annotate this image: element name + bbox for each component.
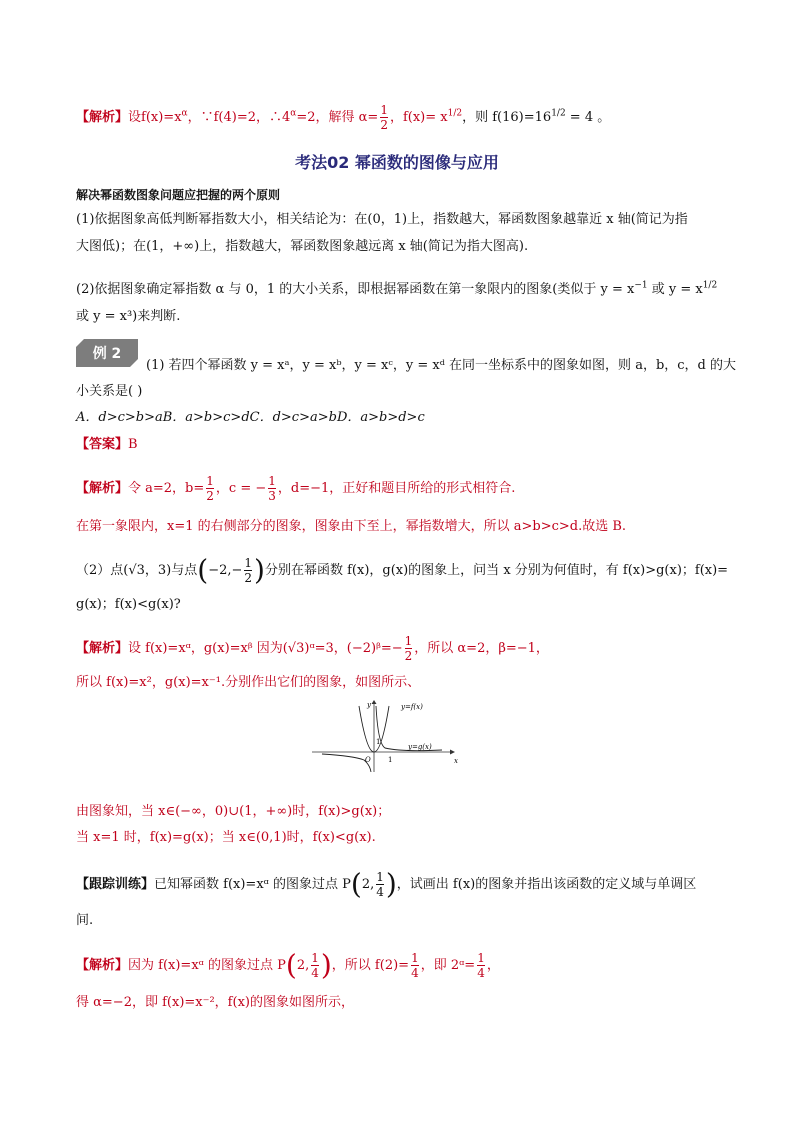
question-2-line-1: （2）点(√3，3)与点(−2,− $\frac{1}{2}$ )分别在幂函数 f(x)，g(x)的图象上，问当 x 分别为何值时，有 f(x)>g(x)；f(x)=	[76, 553, 729, 587]
principle-1-line-2: 大图低)；在(1，+∞)上，指数越大，幂函数图象越远离 x 轴(简记为指大图高).	[76, 239, 529, 254]
analysis-line-4: 【解析】因为 f(x)=xᵅ 的图象过点 P(2, $\frac{1}{4}$ )，所以 f(2)= $\frac{1}{4}$ ，即 2ᵅ= $\frac{1}{4}$ ，	[76, 948, 500, 982]
example-tag: 例 2	[76, 339, 138, 367]
label-x: x	[454, 757, 458, 765]
analysis-line-1: 【解析】设$f(x)=x^\alpha$，∵f(4)=2，$\therefore 4^\alpha=2$，解得 α= $\frac{1}{2}$ ，$f(x)= x^{1/2}$，则 $f(16)=16^{1/2} = 4$ 。	[76, 103, 611, 132]
label-origin: O	[365, 756, 371, 764]
conclusion-1: 由图象知，当 x∈(−∞，0)∪(1，+∞)时，f(x)>g(x)；	[76, 804, 391, 819]
analysis-line-2: 【解析】令 a=2，b= $\frac{1}{2}$ ，c = − $\frac{1}{3}$ ，d=−1，正好和题目所给的形式相符合.	[76, 474, 516, 503]
conclusion-2: 当 x=1 时，f(x)=g(x)；当 x∈(0,1)时，f(x)<g(x).	[76, 830, 376, 845]
label-g: y=g(x)	[408, 743, 432, 751]
follow-up-line-2: 间.	[76, 913, 94, 928]
question-2-line-2: g(x)；f(x)<g(x)?	[76, 597, 181, 612]
question-1-line-1: (1) 若四个幂函数 y = xᵃ，y = xᵇ，y = xᶜ，y = xᵈ 在同一坐标系中的图象如图，则 a，b，c，d 的大	[146, 358, 736, 373]
fraction: $\frac{1}{2}$	[380, 103, 388, 132]
analysis-line-3: 【解析】设 f(x)=xᵅ，g(x)=xᵝ 因为(√3)ᵅ=3，(−2)ᵝ=− $\frac{1}{2}$ ，所以 α=2，β=−1，	[76, 634, 549, 663]
y-axis-arrow	[372, 700, 377, 704]
principles-heading: 解决幂函数图象问题应把握的两个原则	[76, 188, 281, 202]
follow-up-line-1: 【跟踪训练】已知幂函数 f(x)=xᵅ 的图象过点 P(2, $\frac{1}{4}$ )，试画出 f(x)的图象并指出该函数的定义域与单调区	[76, 867, 697, 901]
principle-1-line-1: (1)依据图象高低判断幂指数大小，相关结论为：在(0，1)上，指数越大，幂函数图象越靠近 x 轴(简记为指	[76, 212, 688, 227]
x-axis-arrow	[450, 750, 455, 755]
label-one-x: 1	[388, 756, 393, 764]
question-1-line-2: 小关系是( )	[76, 384, 143, 399]
analysis-label: 【解析】	[76, 110, 129, 125]
analysis-line-2b: 在第一象限内，x=1 的右侧部分的图象，图象由下至上，幂指数增大，所以 a>b>c>d.故选 B.	[76, 519, 627, 534]
analysis-line-3b: 所以 f(x)=x²，g(x)=x⁻¹.分别作出它们的图象，如图所示、	[76, 675, 421, 690]
label-y: y	[367, 701, 371, 709]
principle-2-line-1: (2)依据图象确定幂指数 α 与 0，1 的大小关系，即根据幂函数在第一象限内的图象(类似于 $y = x^{-1}$ 或 $y = x^{1/2}$	[76, 280, 718, 297]
answer-options: A．d>c>b>aB．a>b>c>dC．d>c>a>bD．a>b>d>c	[76, 410, 425, 425]
answer-label: 【答案】	[76, 437, 129, 452]
follow-up-label: 【跟踪训练】	[76, 877, 155, 892]
principle-2-line-2: 或 y = x³)来判断.	[76, 309, 181, 324]
label-one-y: 1	[376, 738, 381, 746]
function-graph	[312, 700, 462, 772]
section-title: 考法02 幂函数的图像与应用	[295, 153, 499, 172]
label-f: y=f(x)	[401, 703, 423, 711]
curve-g-left	[322, 754, 371, 772]
answer-line: 【答案】B	[76, 437, 138, 452]
analysis-line-4b: 得 α=−2，即 f(x)=x⁻²，f(x)的图象如图所示，	[76, 995, 354, 1010]
